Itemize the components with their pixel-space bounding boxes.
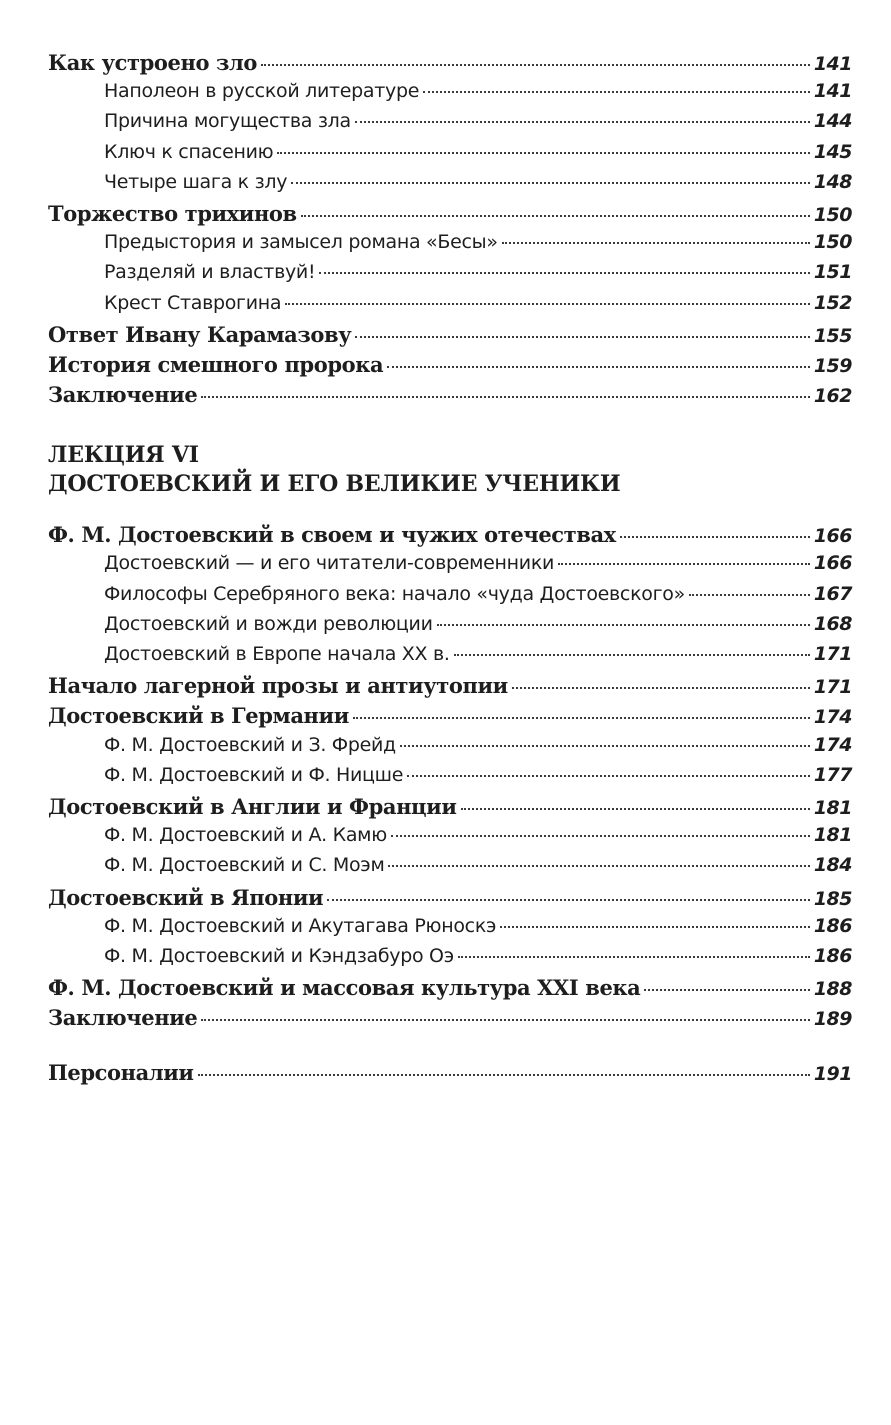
- dot-leader: [198, 1074, 810, 1076]
- toc-entry-title: Разделяй и властвуй!: [104, 261, 316, 284]
- toc-entry-title: Как устроено зло: [48, 50, 257, 75]
- toc-entry-page: 162: [813, 385, 852, 408]
- table-of-contents: [48, 50, 852, 1091]
- dot-leader: [327, 899, 810, 901]
- toc-entry-page: 151: [813, 261, 852, 284]
- toc-chapter-entry[interactable]: [48, 522, 852, 552]
- toc-chapter-entry[interactable]: [48, 673, 852, 703]
- toc-entry-title: Достоевский и вожди революции: [104, 612, 433, 635]
- toc-entry-page: 174: [813, 706, 852, 729]
- toc-subsection-entry[interactable]: [48, 764, 852, 794]
- toc-entry-title: Четыре шага к злу: [104, 170, 288, 193]
- toc-subsection-entry[interactable]: [48, 945, 852, 975]
- toc-section-2: [48, 522, 852, 1035]
- toc-section-1: [48, 50, 852, 412]
- toc-entry-page: 155: [813, 324, 852, 347]
- toc-entry-title: Персоналии: [48, 1060, 194, 1086]
- dot-leader: [291, 182, 810, 184]
- toc-subsection-entry[interactable]: [48, 854, 852, 884]
- toc-entry-page: 174: [813, 733, 852, 756]
- dot-leader: [502, 242, 810, 244]
- toc-entry-title: Достоевский — и его читатели-современники: [104, 552, 555, 575]
- dot-leader: [454, 654, 810, 656]
- toc-chapter-entry[interactable]: [48, 703, 852, 733]
- toc-entry-title: Философы Серебряного века: начало «чуда Достоевского»: [104, 582, 685, 605]
- lecture-number: ЛЕКЦИЯ VI: [48, 442, 199, 469]
- toc-chapter-entry[interactable]: [48, 794, 852, 824]
- toc-entry-page: 141: [813, 80, 852, 103]
- toc-entry-title: Заключение: [48, 382, 198, 408]
- toc-subsection-entry[interactable]: [48, 824, 852, 854]
- toc-entry-title: Ф. М. Достоевский и Ф. Ницше: [104, 763, 404, 786]
- toc-subsection-entry[interactable]: [48, 261, 852, 291]
- toc-entry-page: 191: [813, 1063, 852, 1086]
- toc-entry-page: 185: [813, 887, 852, 910]
- dot-leader: [261, 64, 810, 66]
- toc-entry-title: Ф. М. Достоевский и массовая культура XXI века: [48, 975, 641, 1001]
- toc-chapter-entry[interactable]: [48, 1005, 852, 1035]
- dot-leader: [201, 1019, 810, 1021]
- toc-entry-page: 141: [813, 53, 852, 75]
- toc-chapter-entry[interactable]: [48, 975, 852, 1005]
- toc-subsection-entry[interactable]: [48, 141, 852, 171]
- dot-leader: [500, 926, 810, 928]
- dot-leader: [461, 808, 810, 810]
- toc-entry-page: 168: [813, 612, 852, 635]
- toc-subsection-entry[interactable]: [48, 292, 852, 322]
- toc-entry-page: 166: [813, 525, 852, 548]
- toc-subsection-entry[interactable]: [48, 915, 852, 945]
- toc-chapter-entry[interactable]: [48, 201, 852, 231]
- dot-leader: [423, 91, 810, 93]
- toc-entry-page: 177: [813, 763, 852, 786]
- toc-entry-page: 184: [813, 854, 852, 877]
- toc-subsection-entry[interactable]: [48, 110, 852, 140]
- toc-entry-title: Ф. М. Достоевский и Акутагава Рюноскэ: [104, 914, 497, 937]
- toc-entry-page: 186: [813, 944, 852, 967]
- dot-leader: [388, 865, 809, 867]
- toc-subsection-entry[interactable]: [48, 80, 852, 110]
- dot-leader: [458, 956, 810, 958]
- toc-entry-title: Достоевский в Японии: [48, 884, 324, 910]
- toc-subsection-entry[interactable]: [48, 552, 852, 582]
- toc-chapter-entry[interactable]: [48, 382, 852, 412]
- toc-entry-page: 186: [813, 914, 852, 937]
- dot-leader: [355, 121, 810, 123]
- toc-entry-title: Крест Ставрогина: [104, 291, 282, 314]
- toc-entry-title: Достоевский в Германии: [48, 703, 349, 729]
- toc-entry-page: 159: [813, 354, 852, 377]
- dot-leader: [277, 152, 810, 154]
- toc-entry-page: 144: [813, 110, 852, 133]
- toc-entry-page: 150: [813, 203, 852, 226]
- dot-leader: [689, 594, 810, 596]
- toc-subsection-entry[interactable]: [48, 613, 852, 643]
- toc-entry-title: Наполеон в русской литературе: [104, 80, 420, 103]
- toc-chapter-entry[interactable]: [48, 322, 852, 352]
- toc-entry-title: Ф. М. Достоевский и А. Камю: [104, 824, 387, 847]
- toc-entry-page: 166: [813, 552, 852, 575]
- toc-chapter-entry[interactable]: [48, 50, 852, 80]
- toc-entry-title: Заключение: [48, 1005, 198, 1031]
- toc-entry-title: Ответ Ивану Карамазову: [48, 321, 352, 347]
- toc-entry-page: 189: [813, 1008, 852, 1031]
- toc-entry-title: Ф. М. Достоевский и З. Фрейд: [104, 733, 396, 756]
- dot-leader: [285, 303, 810, 305]
- toc-chapter-entry[interactable]: [48, 352, 852, 382]
- toc-subsection-entry[interactable]: [48, 734, 852, 764]
- toc-entry-title: Причина могущества зла: [104, 110, 351, 133]
- toc-subsection-entry[interactable]: [48, 643, 852, 673]
- dot-leader: [387, 366, 810, 368]
- toc-entry-title: История смешного пророка: [48, 351, 384, 377]
- dot-leader: [437, 624, 810, 626]
- dot-leader: [201, 396, 810, 398]
- toc-entry-page: 171: [813, 676, 852, 699]
- dot-leader: [319, 272, 810, 274]
- toc-entry-page: 171: [813, 643, 852, 665]
- toc-entry-personalii[interactable]: [48, 1060, 852, 1090]
- toc-entry-title: Начало лагерной прозы и антиутопии: [48, 673, 508, 699]
- toc-entry-page: 181: [813, 824, 852, 847]
- toc-chapter-entry[interactable]: [48, 885, 852, 915]
- dot-leader: [353, 717, 810, 719]
- toc-entry-title: Ключ к спасению: [104, 140, 274, 163]
- dot-leader: [558, 563, 810, 565]
- dot-leader: [644, 989, 809, 991]
- lecture-heading: [48, 441, 852, 499]
- toc-entry-title: Ф. М. Достоевский и Кэндзабуро Оэ: [104, 944, 454, 967]
- toc-entry-page: 167: [813, 582, 852, 605]
- toc-entry-title: Достоевский в Англии и Франции: [48, 793, 457, 819]
- toc-entry-page: 145: [813, 140, 852, 163]
- toc-entry-page: 181: [813, 796, 852, 819]
- toc-entry-title: Торжество трихинов: [48, 200, 297, 226]
- dot-leader: [407, 775, 810, 777]
- dot-leader: [391, 835, 810, 837]
- toc-entry-page: 152: [813, 291, 852, 314]
- lecture-title: ДОСТОЕВСКИЙ И ЕГО ВЕЛИКИЕ УЧЕНИКИ: [48, 471, 621, 498]
- toc-subsection-entry[interactable]: [48, 171, 852, 201]
- toc-subsection-entry[interactable]: [48, 583, 852, 613]
- dot-leader: [301, 215, 810, 217]
- toc-entry-page: 148: [813, 170, 852, 193]
- dot-leader: [512, 687, 810, 689]
- toc-entry-title: Ф. М. Достоевский в своем и чужих отечествах: [48, 522, 616, 548]
- toc-entry-title: Достоевский в Европе начала XX в.: [104, 643, 450, 665]
- toc-entry-title: Предыстория и замысел романа «Бесы»: [104, 231, 498, 254]
- dot-leader: [620, 536, 810, 538]
- toc-subsection-entry[interactable]: [48, 231, 852, 261]
- toc-entry-page: 150: [813, 231, 852, 254]
- toc-entry-page: 188: [813, 978, 852, 1001]
- toc-final: [48, 1060, 852, 1090]
- dot-leader: [355, 336, 810, 338]
- toc-entry-title: Ф. М. Достоевский и С. Моэм: [104, 854, 385, 877]
- dot-leader: [400, 745, 810, 747]
